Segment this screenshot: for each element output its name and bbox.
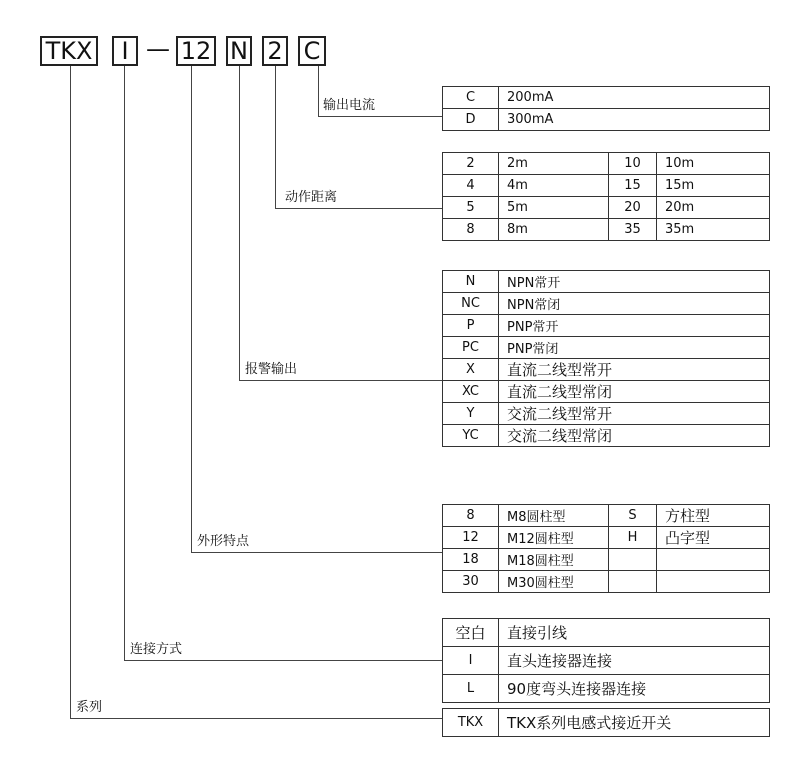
option-desc: 4m <box>499 175 609 197</box>
table-row <box>443 619 770 647</box>
leader-shape-v <box>191 66 192 552</box>
table-row <box>443 381 770 403</box>
code-part-distance: 2 <box>262 36 288 66</box>
table-series <box>442 708 770 737</box>
option-code: 20 <box>609 197 657 219</box>
leader-distance-h <box>275 208 442 209</box>
option-code: XC <box>443 381 499 403</box>
table-connection-method <box>442 618 770 703</box>
leader-current-v <box>318 66 319 116</box>
option-code: 2 <box>443 153 499 175</box>
table-row <box>443 197 770 219</box>
option-code: I <box>443 647 499 675</box>
option-desc: 直流二线型常开 <box>499 359 770 381</box>
option-desc: 直接引线 <box>499 619 770 647</box>
table-row <box>443 425 770 447</box>
table-row <box>443 403 770 425</box>
table-row <box>443 675 770 703</box>
option-code: H <box>609 527 657 549</box>
table-row <box>443 647 770 675</box>
table-row <box>443 315 770 337</box>
table-row <box>443 505 770 527</box>
table-row <box>443 153 770 175</box>
option-desc: M8圆柱型 <box>499 505 609 527</box>
option-desc: 8m <box>499 219 609 241</box>
option-desc: NPN常闭 <box>499 293 770 315</box>
code-part-connection: I <box>112 36 138 66</box>
option-desc: PNP常闭 <box>499 337 770 359</box>
option-code: 30 <box>443 571 499 593</box>
option-code: 5 <box>443 197 499 219</box>
table-shape-feature <box>442 504 770 593</box>
code-part-series: TKX <box>40 36 98 66</box>
option-code: P <box>443 315 499 337</box>
label-shape-feature: 外形特点 <box>197 534 250 549</box>
option-desc: 方柱型 <box>657 505 770 527</box>
option-code <box>609 571 657 593</box>
option-desc: TKX系列电感式接近开关 <box>499 709 770 737</box>
leader-shape-h <box>191 552 442 553</box>
option-desc: 10m <box>657 153 770 175</box>
leader-series-h <box>70 718 442 719</box>
table-row <box>443 109 770 131</box>
option-desc: 交流二线型常闭 <box>499 425 770 447</box>
option-code: 空白 <box>443 619 499 647</box>
option-code: NC <box>443 293 499 315</box>
option-code: 18 <box>443 549 499 571</box>
option-desc: 交流二线型常开 <box>499 403 770 425</box>
label-alarm-output: 报警输出 <box>245 362 298 377</box>
table-row <box>443 359 770 381</box>
option-code: YC <box>443 425 499 447</box>
option-code: PC <box>443 337 499 359</box>
option-code: C <box>443 87 499 109</box>
leader-alarm-v <box>239 66 240 380</box>
option-code: L <box>443 675 499 703</box>
option-code: 8 <box>443 219 499 241</box>
option-code: N <box>443 271 499 293</box>
option-desc: 2m <box>499 153 609 175</box>
option-desc: PNP常开 <box>499 315 770 337</box>
table-row <box>443 571 770 593</box>
option-desc: 300mA <box>499 109 770 131</box>
option-desc: 20m <box>657 197 770 219</box>
option-desc: M12圆柱型 <box>499 527 609 549</box>
option-code: 4 <box>443 175 499 197</box>
table-row <box>443 271 770 293</box>
table-row <box>443 87 770 109</box>
leader-series-v <box>70 66 71 718</box>
option-code <box>609 549 657 571</box>
table-action-distance <box>442 152 770 241</box>
table-alarm-output <box>442 270 770 447</box>
option-code: 10 <box>609 153 657 175</box>
option-code: Y <box>443 403 499 425</box>
leader-connection-h <box>124 660 442 661</box>
option-code: S <box>609 505 657 527</box>
table-row <box>443 293 770 315</box>
option-desc: M30圆柱型 <box>499 571 609 593</box>
option-code: X <box>443 359 499 381</box>
table-row <box>443 709 770 737</box>
option-desc: M18圆柱型 <box>499 549 609 571</box>
table-row <box>443 219 770 241</box>
label-action-distance: 动作距离 <box>285 190 338 205</box>
option-desc: 90度弯头连接器连接 <box>499 675 770 703</box>
option-code: 8 <box>443 505 499 527</box>
option-code: 35 <box>609 219 657 241</box>
leader-alarm-h <box>239 380 442 381</box>
table-row <box>443 175 770 197</box>
option-desc: 200mA <box>499 87 770 109</box>
option-desc: 5m <box>499 197 609 219</box>
option-code: D <box>443 109 499 131</box>
code-separator: — <box>146 35 170 63</box>
code-part-alarm: N <box>226 36 252 66</box>
option-desc: NPN常开 <box>499 271 770 293</box>
label-output-current: 输出电流 <box>323 98 376 113</box>
table-row <box>443 527 770 549</box>
leader-connection-v <box>124 66 125 660</box>
code-part-current: C <box>298 36 326 66</box>
option-desc: 直头连接器连接 <box>499 647 770 675</box>
table-row <box>443 337 770 359</box>
option-desc: 35m <box>657 219 770 241</box>
leader-distance-v <box>275 66 276 208</box>
option-desc <box>657 549 770 571</box>
option-desc: 直流二线型常闭 <box>499 381 770 403</box>
table-output-current <box>442 86 770 131</box>
option-code: 15 <box>609 175 657 197</box>
leader-current-h <box>318 116 442 117</box>
option-code: 12 <box>443 527 499 549</box>
option-code: TKX <box>443 709 499 737</box>
code-part-shape: 12 <box>176 36 216 66</box>
label-series: 系列 <box>76 700 103 715</box>
option-desc: 15m <box>657 175 770 197</box>
option-desc: 凸字型 <box>657 527 770 549</box>
option-desc <box>657 571 770 593</box>
table-row <box>443 549 770 571</box>
label-connection-method: 连接方式 <box>130 642 183 657</box>
